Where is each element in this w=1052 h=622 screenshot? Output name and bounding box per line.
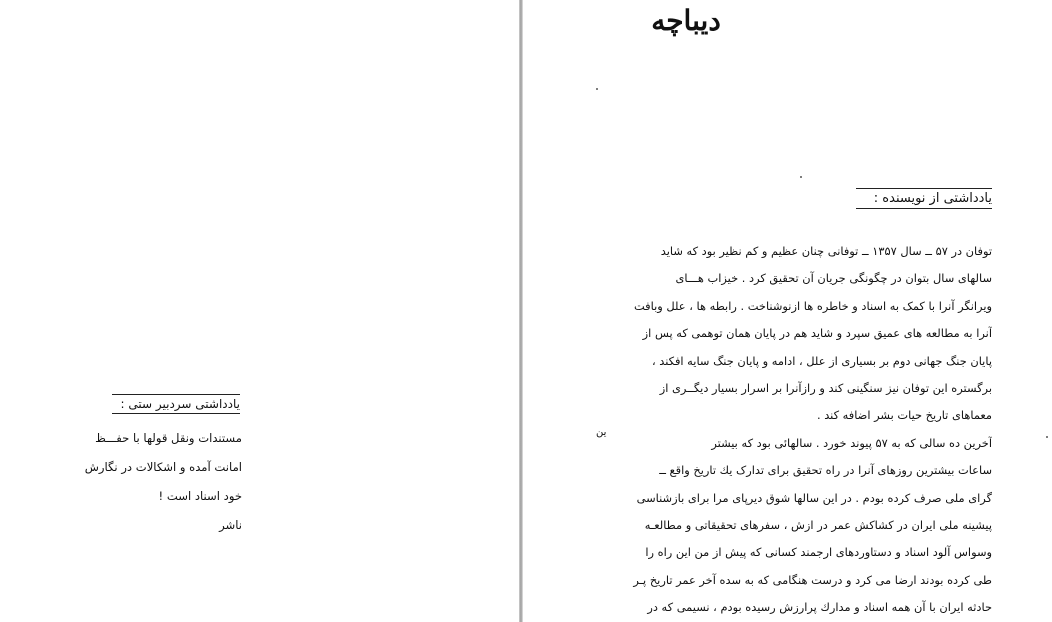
text-line: پایان جنگ جهانی دوم بر بسیاری از علل ، ادامه و پایان جنگ سایه افکند ، <box>651 353 992 368</box>
text-line: آنرا به مطالعه های عمیق سپرد و شاید هم در پایان همان توهمی که پس از <box>642 326 992 341</box>
text-line: توفان در ۵۷ ــ سال ۱۳۵۷ ــ توفانی چنان عظیم و کم نظیر بود که شاید <box>660 244 992 258</box>
text-line: پیشینه ملی ایران در کشاکش عمر در ازش ، سفرهای تحقیقاتی و مطالعـه <box>644 517 992 532</box>
author-note-heading-text: یادداشتی از نویسنده : <box>873 191 992 206</box>
text-line: طی کرده بودند ارضا می کرد و درست هنگامی که به سده آخر عمر تاریخ پـر <box>633 572 992 587</box>
publisher-note-body <box>64 424 242 540</box>
text-line: حادثه ایران با آن همه اسناد و مدارك پرارزش رسیده بودم ، نسیمی که در <box>647 600 992 615</box>
heading-rule-top <box>112 394 240 395</box>
author-note-heading <box>856 188 992 209</box>
text-line: خود اسناد است ! <box>158 489 242 503</box>
text-line: آخرین ده سالی که به ۵۷ پیوند خورد . سالهائی بود که بیشتر <box>711 435 992 450</box>
scan-speck <box>1046 436 1048 438</box>
interline-correction: ین <box>596 427 607 438</box>
text-line: معماهای تاریخ حیات بشر اضافه کند . <box>816 408 992 423</box>
heading-rule-bottom <box>856 208 992 209</box>
author-note-body <box>580 238 992 621</box>
text-line: وسواس آلود اسناد و دستاوردهای ارجمند کسانی که پیش از من این راه را <box>645 545 992 560</box>
text-line: امانت آمده و اشکالات در نگارش <box>84 460 242 474</box>
publisher-note-heading <box>112 394 240 414</box>
heading-rule-top <box>856 188 992 189</box>
book-gutter <box>519 0 523 622</box>
scan-speck <box>596 88 598 90</box>
text-line: ساعات بیشترین روزهای آنرا در راه تحقیق برای تدارک یك تاریخ واقع ــ <box>659 463 992 478</box>
publisher-signature: ناشر <box>219 518 242 532</box>
text-line: ویرانگر آنرا با کمک به اسناد و خاطره ها ازنوشناخت . رابطه ها ، علل وبافت <box>633 298 992 313</box>
text-line: مستندات ونقل قولها با حفـــظ <box>95 431 242 445</box>
publisher-note-heading-text: یادداشتی سردبیر ستی : <box>120 397 240 411</box>
text-line: گرای ملی صرف کرده بودم . در این سالها شوق دیرپای مرا برای بازشناسی <box>636 490 992 505</box>
heading-rule-bottom <box>112 413 240 414</box>
page-title: دیباچه <box>651 4 721 37</box>
scan-speck <box>800 176 802 178</box>
text-line: سالهای سال بتوان در چگونگی جریان آن تحقیق کرد . خیزاب هـــای <box>675 271 992 286</box>
text-line: برگستره این توفان نیز سنگینی کند و رازآنرا بر اسرار بسیار دیگــری از <box>659 380 992 395</box>
